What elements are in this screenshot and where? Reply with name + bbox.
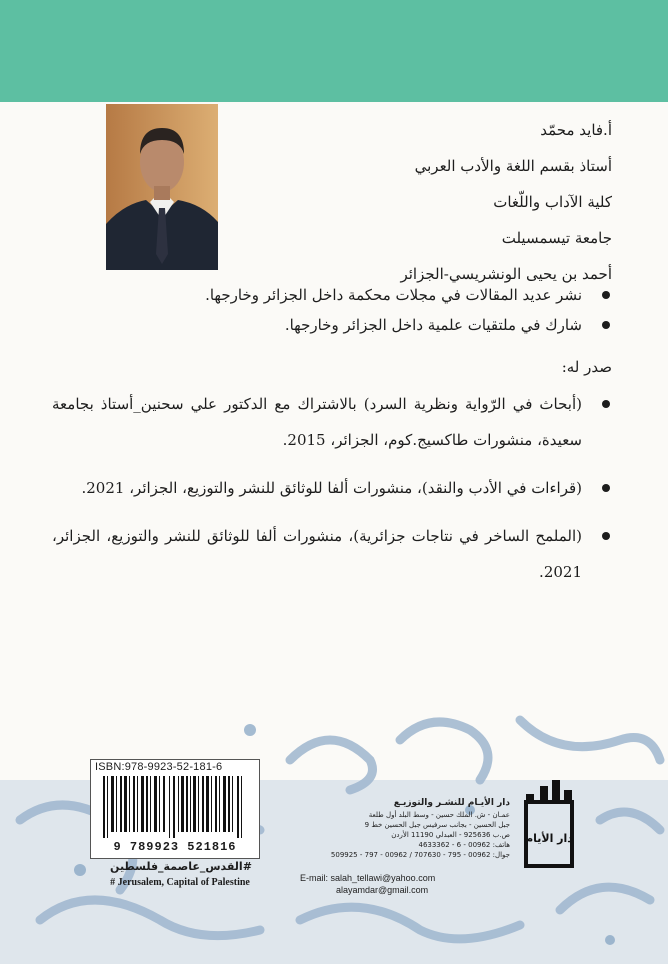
top-color-band [0, 0, 668, 102]
author-bio [192, 112, 612, 292]
bullet-dot [602, 400, 610, 408]
issued-heading: صدر له: [561, 358, 612, 376]
publisher-logo [522, 780, 576, 870]
barcode-number: 9 789923 521816 [113, 840, 237, 854]
list-item [52, 518, 612, 590]
publisher-pobox: ص.ب 925636 - العبدلي 11190 الأردن [391, 831, 510, 839]
publisher-logo-text: دار الأيام [525, 832, 573, 845]
publications-list [52, 386, 612, 602]
author-faculty: كلية الآداب واللّغات [493, 193, 612, 211]
isbn-barcode-box [90, 759, 260, 859]
bullet-dot [602, 291, 610, 299]
publisher-address-1: عمـان - ش. الملك حسين - وسط البلد أول طلعة [368, 811, 510, 819]
list-item-text: نشر عديد المقالات في مجلات محكمة داخل الجزائر وخارجها. [205, 286, 582, 304]
bullet-dot [602, 321, 610, 329]
publisher-info [292, 798, 510, 860]
achievements-list [52, 280, 612, 340]
author-university-full: أحمد بن يحيى الونشريسي-الجزائر [400, 265, 612, 283]
publication-text: (قراءات في الأدب والنقد)، منشورات ألفا للوثائق للنشر والتوزيع، الجزائر، 2021. [81, 479, 582, 497]
list-item [52, 386, 612, 458]
isbn-label: ISBN:978-9923-52-181-6 [95, 761, 223, 773]
publication-text: (الملمح الساخر في نتاجات جزائرية)، منشورات ألفا للوثائق للنشر والتوزيع، الجزائر، 2021. [52, 527, 582, 581]
list-item-text: شارك في ملتقيات علمية داخل الجزائر وخارجها. [284, 316, 582, 334]
barcode-bars [101, 776, 249, 838]
publication-text: (أبحاث في الرّواية ونظرية السرد) بالاشتراك مع الدكتور علي سحنين_أستاذ بجامعة سعيدة، منشورات طاكسيج.كوم، الجزائر، 2015. [52, 395, 582, 449]
publisher-address-2: جبل الحسين - بجانب سرفيس جبل الحسين خط 9 [364, 821, 510, 829]
slogan-english: # Jerusalem, Capital of Palestine [110, 877, 250, 888]
publisher-phone: هاتف: 00962 - 6 - 4633362 [418, 841, 510, 849]
publisher-email: E-mail: salah_tellawi@yahoo.com [300, 873, 436, 883]
bullet-dot [602, 532, 610, 540]
slogan-arabic: #القدس_عاصمة_فلسطين [110, 860, 252, 873]
list-item [52, 310, 612, 340]
author-position: أستاذ بقسم اللغة والأدب العربي [414, 157, 612, 175]
author-name: أ.فايد محمّد [540, 121, 612, 139]
list-item [52, 470, 612, 506]
publisher-name: دار الأيـام للنشـر والتوزيـع [393, 798, 510, 808]
list-item [52, 280, 612, 310]
author-university: جامعة تيسمسيلت [501, 229, 612, 247]
publisher-mobile: جوال: 00962 - 795 - 707630 / 00962 - 797 - 509925 [330, 851, 510, 859]
bullet-dot [602, 484, 610, 492]
publisher-email-2: alayamdar@gmail.com [336, 885, 429, 895]
